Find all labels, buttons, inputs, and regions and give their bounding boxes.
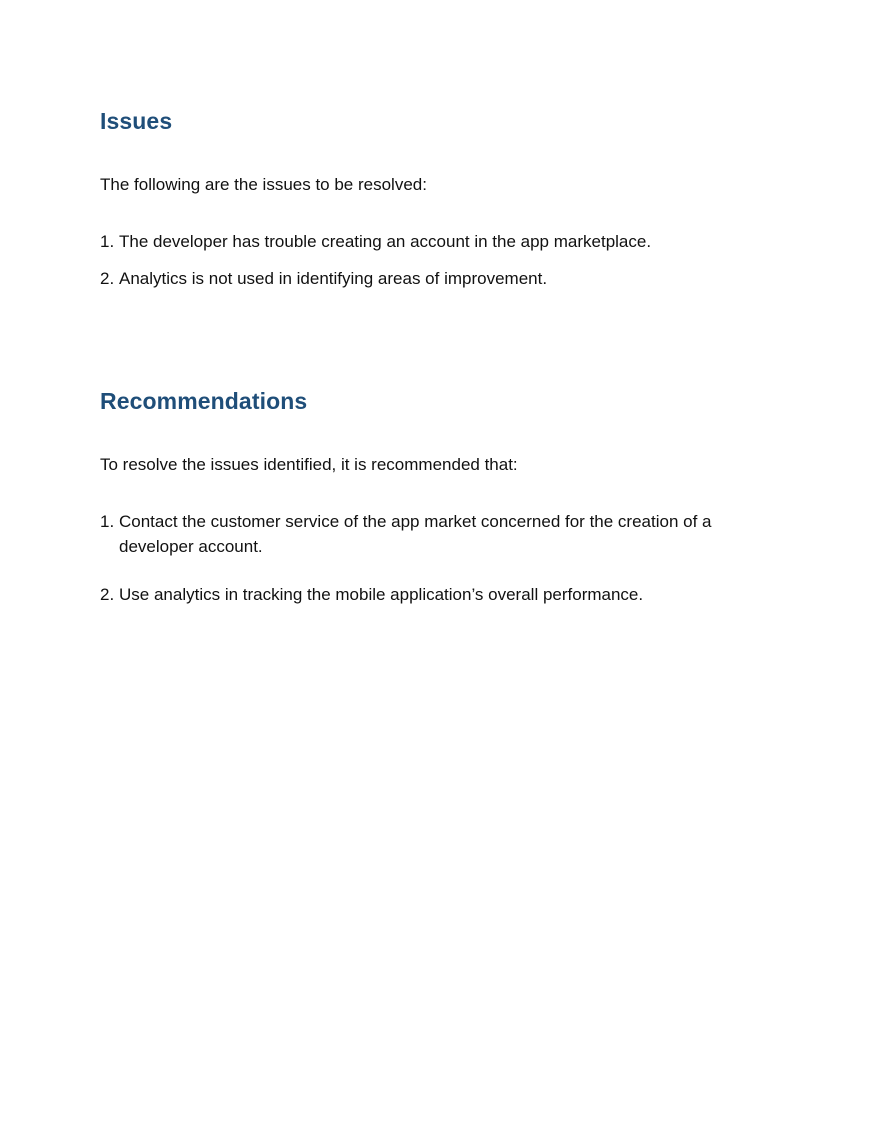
recommendations-list-item xyxy=(100,582,790,607)
issues-intro: The following are the issues to be resolved: xyxy=(100,175,427,194)
list-number: 1. xyxy=(100,232,115,251)
list-item-text: The developer has trouble creating an account in the app marketplace. xyxy=(119,232,652,251)
list-number: 2. xyxy=(100,585,115,604)
recommendations-heading: Recommendations xyxy=(100,388,308,414)
issues-heading: Issues xyxy=(100,108,173,134)
list-number: 1. xyxy=(100,512,115,531)
issues-list-item xyxy=(100,266,790,291)
list-number: 2. xyxy=(100,269,115,288)
recommendations-list-item xyxy=(100,509,790,559)
list-item-text: Use analytics in tracking the mobile application’s overall performance. xyxy=(119,585,644,604)
issues-list-item xyxy=(100,229,790,254)
list-item-text: Contact the customer service of the app market concerned for the creation of a developer account. xyxy=(119,512,712,556)
recommendations-intro: To resolve the issues identified, it is recommended that: xyxy=(100,455,518,474)
list-item-text: Analytics is not used in identifying areas of improvement. xyxy=(119,269,548,288)
